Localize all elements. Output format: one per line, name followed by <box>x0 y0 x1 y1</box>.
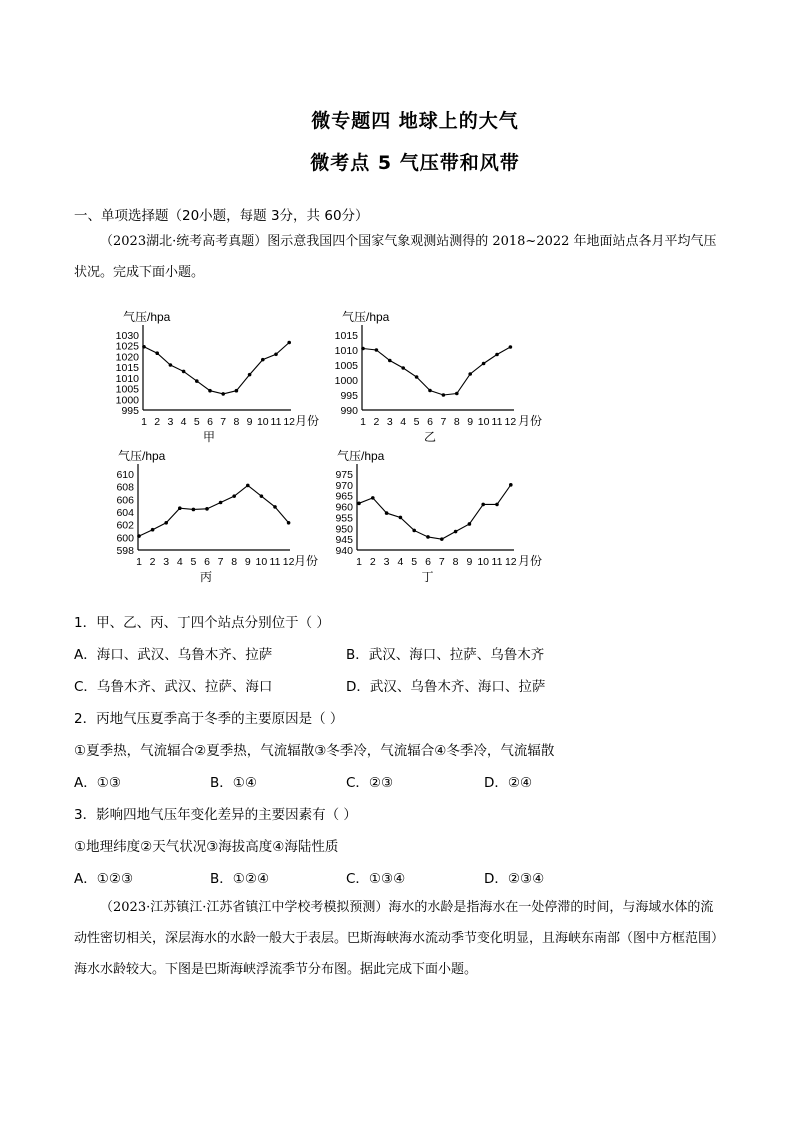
data-point <box>361 347 365 351</box>
q1-stem: 1．甲、乙、丙、丁四个站点分别位于（ ） <box>74 615 330 631</box>
y-tick-label: 608 <box>116 481 134 494</box>
y-tick-label: 945 <box>335 534 353 547</box>
x-axis-label: 月份 <box>295 414 320 428</box>
x-tick-label: 1 <box>141 416 147 428</box>
y-tick-label: 602 <box>116 519 134 532</box>
y-tick-label: 960 <box>335 501 353 514</box>
intro-paragraph-1: （2023湖北·统考高考真题）图示意我国四个国家气象观测站测得的 2018~2022 年地面站点各月平均气压状况。完成下面小题。 <box>74 234 717 280</box>
x-tick-label: 8 <box>453 416 460 428</box>
data-point <box>468 522 472 526</box>
x-tick-label: 8 <box>233 416 240 428</box>
data-point <box>415 375 419 379</box>
q2-option-c[interactable]: C．②③ <box>346 775 394 791</box>
x-tick-label: 1 <box>360 416 366 428</box>
q3-stem: 3．影响四地气压年变化差异的主要因素有（ ） <box>74 807 357 823</box>
data-point <box>357 502 361 506</box>
data-point <box>151 528 155 532</box>
data-point <box>454 530 458 534</box>
chart-ding <box>324 449 554 598</box>
q2-option-b[interactable]: B．①④ <box>210 775 257 791</box>
y-tick-label: 955 <box>335 512 353 525</box>
data-point <box>495 353 499 357</box>
x-tick-label: 5 <box>190 556 197 568</box>
x-tick-label: 7 <box>438 556 445 568</box>
q3-option-c[interactable]: C．①③④ <box>346 871 406 887</box>
chart-caption: 乙 <box>423 430 437 444</box>
q1-option-d[interactable]: D．武汉、乌鲁木齐、海口、拉萨 <box>346 679 546 695</box>
q2-stem: 2．丙地气压夏季高于冬季的主要原因是（ ） <box>74 711 344 727</box>
x-tick-label: 2 <box>154 416 161 428</box>
x-tick-label: 1 <box>356 556 362 568</box>
data-point <box>388 359 392 363</box>
data-point <box>399 516 403 520</box>
data-point <box>495 503 499 507</box>
x-tick-label: 11 <box>269 556 281 568</box>
data-point <box>468 372 472 376</box>
data-point <box>232 494 236 498</box>
x-tick-label: 9 <box>467 416 474 428</box>
data-point <box>221 392 225 396</box>
x-tick-label: 3 <box>167 416 174 428</box>
y-axis-label: 气压/hpa <box>118 449 166 463</box>
y-axis-label: 气压/hpa <box>123 310 171 324</box>
x-tick-label: 10 <box>255 556 268 568</box>
x-tick-label: 4 <box>180 416 187 428</box>
x-tick-label: 4 <box>400 416 407 428</box>
x-tick-label: 6 <box>427 416 433 428</box>
y-tick-label: 598 <box>116 545 134 557</box>
y-tick-label: 1010 <box>115 372 139 385</box>
data-point <box>246 484 250 488</box>
data-point <box>442 393 446 397</box>
page-subtitle: 微考点 5 气压带和风带 <box>310 152 520 174</box>
x-tick-label: 9 <box>244 556 251 568</box>
x-tick-label: 7 <box>440 416 447 428</box>
x-tick-label: 11 <box>491 416 503 428</box>
chart-caption: 甲 <box>202 430 216 444</box>
data-point <box>155 351 159 355</box>
x-tick-label: 12 <box>282 556 295 568</box>
y-axis-label: 气压/hpa <box>337 449 385 463</box>
y-tick-label: 1005 <box>334 360 358 372</box>
data-point <box>235 389 239 393</box>
y-tick-label: 970 <box>335 479 353 492</box>
y-tick-label: 1020 <box>115 351 139 364</box>
chart-yi <box>324 300 554 450</box>
series-line <box>363 347 510 395</box>
x-tick-label: 3 <box>163 556 170 568</box>
data-point <box>164 521 168 525</box>
x-tick-label: 5 <box>413 416 420 428</box>
data-point <box>371 496 375 500</box>
section-heading: 一、单项选择题（20小题，每题 3分，共 60分） <box>74 208 369 224</box>
x-tick-label: 7 <box>220 416 227 428</box>
y-tick-label: 1010 <box>334 345 358 357</box>
x-tick-label: 5 <box>411 556 418 568</box>
y-tick-label: 600 <box>116 532 134 545</box>
data-point <box>428 389 432 393</box>
data-point <box>260 494 264 498</box>
data-point <box>482 362 486 366</box>
x-tick-label: 1 <box>136 556 142 568</box>
data-point <box>273 505 277 509</box>
y-tick-label: 610 <box>116 469 134 481</box>
q2-items: ①夏季热，气流辐合②夏季热，气流辐散③冬季冷，气流辐合④冬季冷，气流辐散 <box>74 743 555 759</box>
intro-paragraph-2: （2023·江苏镇江·江苏省镇江中学校考模拟预测）海水的水龄是指海水在一处停滞的时间，与海域水体的流动性密切相关，深层海水的水龄一般大于表层。巴斯海峡海水流动季节变化明显，且海峡东南部（图中方框范围）海水水龄较大。下图是巴斯海峡浮流季节分布图。据此完成下面小题。 <box>74 900 725 977</box>
q1-option-c[interactable]: C．乌鲁木齐、武汉、拉萨、海口 <box>74 679 273 695</box>
data-point <box>455 392 459 396</box>
x-tick-label: 2 <box>373 416 380 428</box>
q3-option-a[interactable]: A．①②③ <box>74 871 134 887</box>
data-point <box>248 373 252 377</box>
series-line <box>144 343 289 394</box>
data-point <box>509 483 513 487</box>
chart-bing <box>108 449 328 598</box>
q3-items: ①地理纬度②天气状况③海拔高度④海陆性质 <box>74 839 339 855</box>
x-tick-label: 8 <box>452 556 459 568</box>
data-point <box>182 370 186 374</box>
y-tick-label: 1005 <box>115 383 139 396</box>
x-tick-label: 11 <box>491 556 503 568</box>
y-tick-label: 606 <box>116 494 134 507</box>
data-point <box>208 389 212 393</box>
x-tick-label: 3 <box>383 556 390 568</box>
y-tick-label: 1025 <box>115 340 139 353</box>
data-point <box>509 345 513 349</box>
y-tick-label: 950 <box>335 523 353 536</box>
y-axis-label: 气压/hpa <box>342 310 390 324</box>
y-tick-label: 975 <box>335 469 353 481</box>
x-tick-label: 7 <box>217 556 224 568</box>
q1-option-a[interactable]: A．海口、武汉、乌鲁木齐、拉萨 <box>74 647 273 663</box>
x-tick-label: 4 <box>176 556 183 568</box>
data-point <box>375 348 379 352</box>
x-tick-label: 2 <box>149 556 156 568</box>
q2-option-d[interactable]: D．②④ <box>484 775 533 791</box>
chart-caption: 丙 <box>199 570 213 584</box>
x-axis-label: 月份 <box>518 554 543 568</box>
x-tick-label: 9 <box>246 416 253 428</box>
chart-caption: 丁 <box>421 570 434 584</box>
data-point <box>401 366 405 370</box>
x-tick-label: 4 <box>397 556 404 568</box>
data-point <box>142 345 146 349</box>
y-tick-label: 1015 <box>334 330 358 342</box>
data-point <box>440 537 444 541</box>
y-tick-label: 1000 <box>334 375 358 387</box>
q3-option-d[interactable]: D．②③④ <box>484 871 545 887</box>
data-point <box>261 358 265 362</box>
y-tick-label: 965 <box>335 490 353 503</box>
data-point <box>169 363 173 367</box>
data-point <box>205 507 209 511</box>
x-tick-label: 3 <box>386 416 393 428</box>
x-tick-label: 11 <box>270 416 282 428</box>
data-point <box>137 534 141 538</box>
x-axis-label: 月份 <box>518 414 543 428</box>
y-tick-label: 995 <box>121 405 139 417</box>
data-point <box>385 511 389 515</box>
x-tick-label: 12 <box>283 416 296 428</box>
q2-option-a[interactable]: A．①③ <box>74 775 121 791</box>
y-tick-label: 990 <box>340 405 358 417</box>
x-tick-label: 12 <box>504 416 517 428</box>
q3-option-b[interactable]: B．①②④ <box>210 871 270 887</box>
x-axis-label: 月份 <box>294 554 319 568</box>
y-tick-label: 995 <box>340 390 358 402</box>
series-line <box>139 485 289 536</box>
y-tick-label: 1015 <box>115 362 139 375</box>
x-tick-label: 10 <box>256 416 269 428</box>
data-point <box>195 379 199 383</box>
x-tick-label: 2 <box>369 556 376 568</box>
q1-option-b[interactable]: B．武汉、海口、拉萨、乌鲁木齐 <box>346 647 545 663</box>
data-point <box>274 352 278 356</box>
x-tick-label: 6 <box>204 556 210 568</box>
x-tick-label: 8 <box>231 556 238 568</box>
y-tick-label: 1000 <box>115 394 139 407</box>
x-tick-label: 6 <box>425 556 431 568</box>
y-tick-label: 604 <box>116 507 134 519</box>
data-point <box>287 341 291 345</box>
data-point <box>219 501 223 505</box>
x-tick-label: 6 <box>207 416 213 428</box>
x-tick-label: 12 <box>504 556 517 568</box>
series-line <box>359 485 511 539</box>
x-tick-label: 10 <box>477 556 490 568</box>
x-tick-label: 9 <box>466 556 473 568</box>
x-tick-label: 5 <box>193 416 200 428</box>
data-point <box>481 503 485 507</box>
data-point <box>426 535 430 539</box>
data-point <box>287 521 291 525</box>
page-title: 微专题四 地球上的大气 <box>311 110 519 132</box>
data-point <box>192 508 196 512</box>
y-tick-label: 940 <box>335 545 353 557</box>
y-tick-label: 1030 <box>115 330 139 342</box>
data-point <box>412 529 416 533</box>
data-point <box>178 506 182 510</box>
chart-jia <box>108 300 320 450</box>
x-tick-label: 10 <box>477 416 490 428</box>
